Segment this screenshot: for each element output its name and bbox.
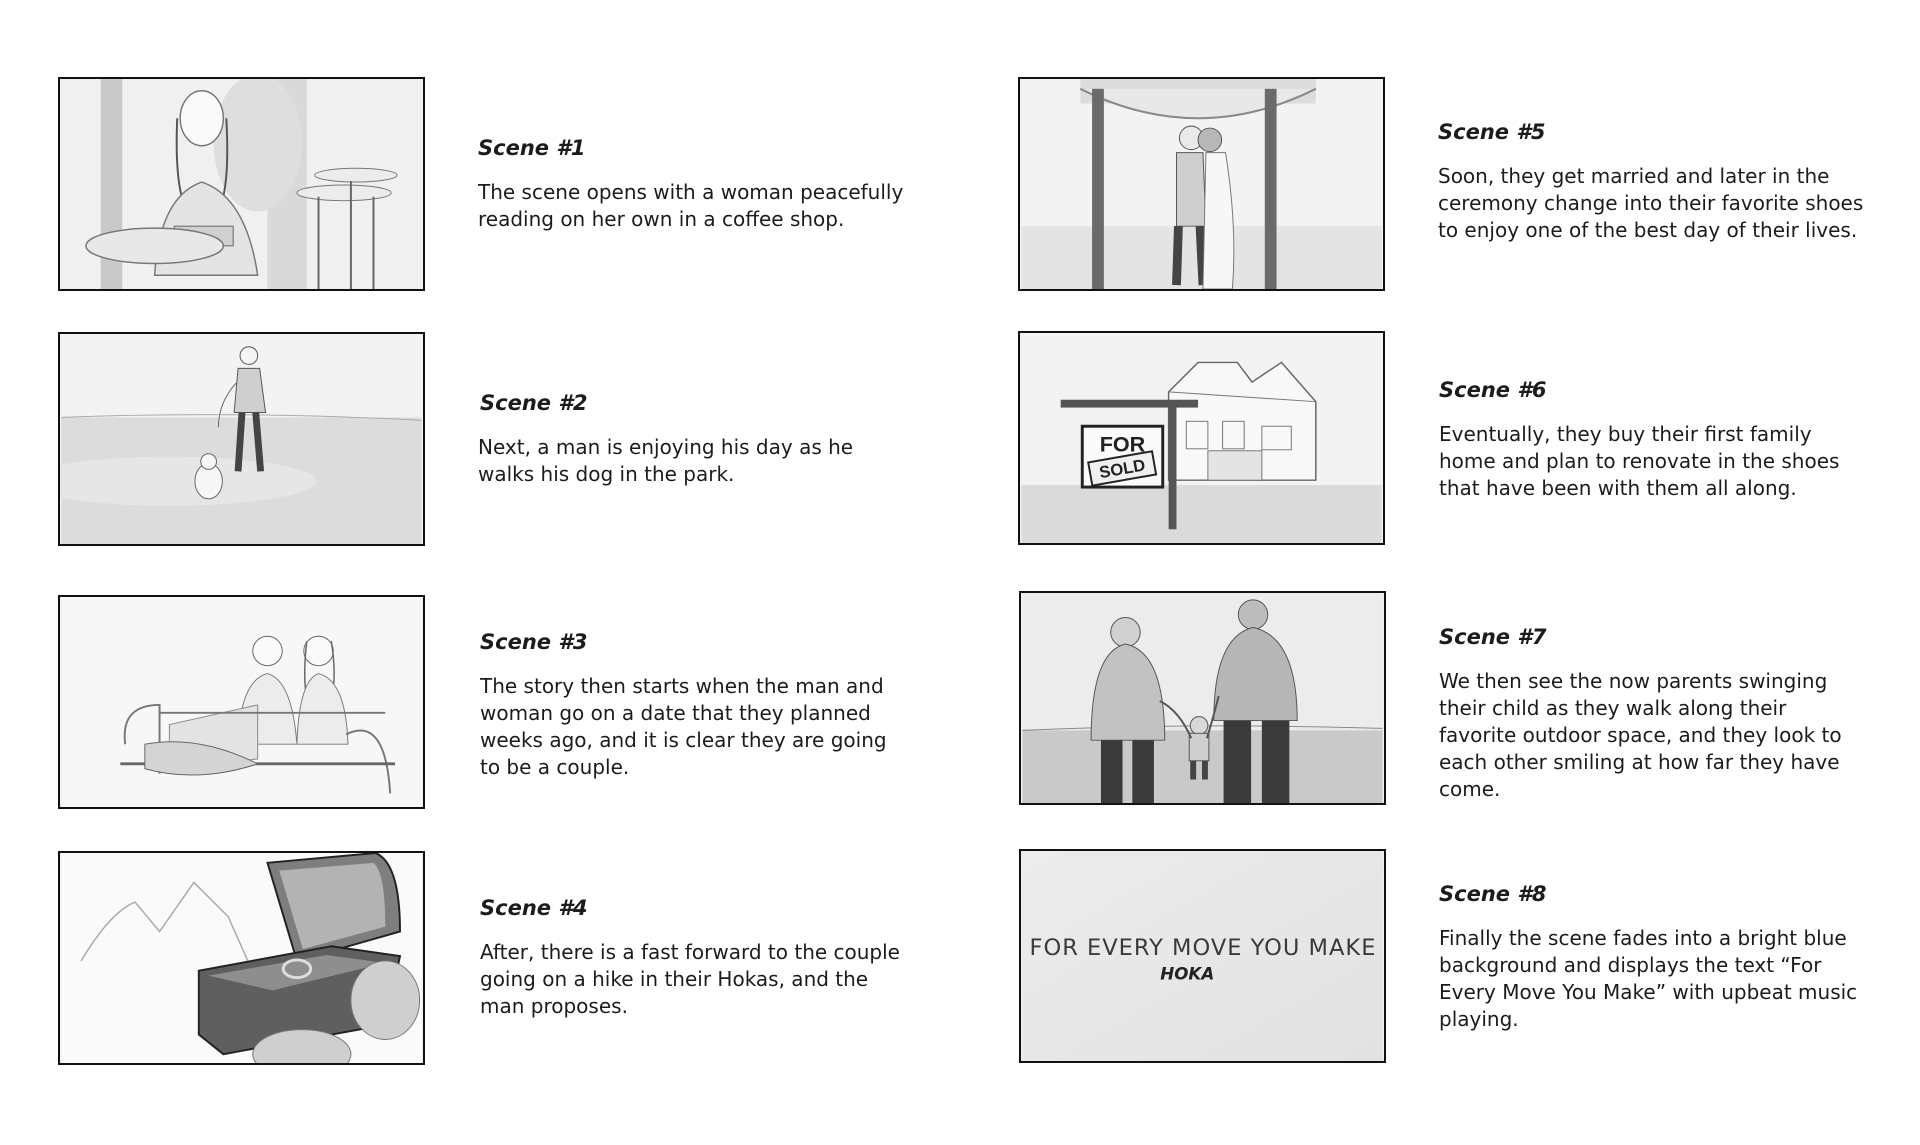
scene-5-description: Soon, they get married and later in the ceremony change into their favorite shoes to enjoy one of the best day of their lives. <box>1438 164 1864 242</box>
scene-3-description: The story then starts when the man and woman go on a date that they planned weeks ago, and it is clear they are going to be a couple. <box>480 674 887 779</box>
house-sold-illustration <box>1020 333 1383 543</box>
ring-box-illustration <box>60 853 423 1063</box>
scene-6-frame <box>1018 331 1385 545</box>
scene-3-frame <box>58 595 425 809</box>
hoka-end-card-illustration <box>1021 851 1384 1061</box>
scene-8-frame <box>1019 849 1386 1063</box>
scene-5-frame <box>1018 77 1385 291</box>
scene-2-frame <box>58 332 425 546</box>
scene-1-frame <box>58 77 425 291</box>
scene-8-description: Finally the scene fades into a bright blue background and displays the text “For Every Move You Make” with upbeat music playing. <box>1439 926 1858 1031</box>
scene-8-title: Scene #8 <box>1439 882 1547 906</box>
scene-3-title: Scene #3 <box>480 630 588 654</box>
scene-7-frame <box>1019 591 1386 805</box>
tagline-text: FOR EVERY MOVE YOU MAKE <box>1029 935 1377 962</box>
scene-1-description: The scene opens with a woman peacefully reading on her own in a coffee shop. <box>478 180 904 231</box>
scene-4-title: Scene #4 <box>480 896 588 920</box>
scene-4-frame <box>58 851 425 1065</box>
scene-6-title: Scene #6 <box>1439 378 1547 402</box>
wedding-arch-illustration <box>1020 79 1383 289</box>
scene-4-description: After, there is a fast forward to the couple going on a hike in their Hokas, and the man proposes. <box>480 940 900 1018</box>
scene-5-title: Scene #5 <box>1438 120 1546 144</box>
scene-7-title: Scene #7 <box>1439 625 1547 649</box>
couple-bench-illustration <box>60 597 423 807</box>
scene-2-title: Scene #2 <box>480 391 588 415</box>
scene-2-description: Next, a man is enjoying his day as he walks his dog in the park. <box>478 435 854 486</box>
woman-reading-illustration <box>60 79 423 289</box>
scene-7-description: We then see the now parents swinging their child as they walk along their favorite outdoor space, and they look to each other smiling at how far they have come. <box>1439 669 1842 801</box>
man-walking-dog-illustration <box>60 334 423 544</box>
scene-6-description: Eventually, they buy their first family home and plan to renovate in the shoes that have been with them all along. <box>1439 422 1840 500</box>
sign-for-text: FOR <box>1099 431 1146 457</box>
family-walking-illustration <box>1021 593 1384 803</box>
scene-1-title: Scene #1 <box>478 136 586 160</box>
hoka-logo: HOKA <box>1160 964 1215 984</box>
sign-sold-text: SOLD <box>1097 455 1147 483</box>
